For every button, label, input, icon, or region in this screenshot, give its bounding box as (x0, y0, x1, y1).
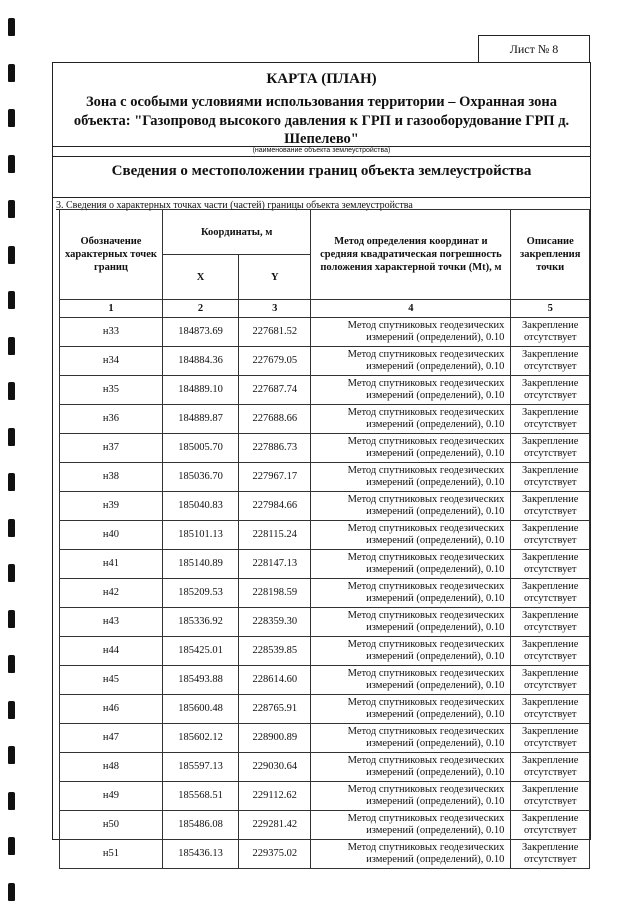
y-cell: 227687.74 (239, 376, 311, 405)
desc-cell: Закрепление отсутствует (511, 753, 590, 782)
y-cell: 228900.89 (239, 724, 311, 753)
x-cell: 185140.89 (162, 550, 238, 579)
desc-cell: Закрепление отсутствует (511, 521, 590, 550)
table-row (60, 550, 590, 579)
x-cell: 185436.13 (162, 840, 238, 869)
header-point: Обозначение характерных точек границ (60, 210, 163, 300)
y-cell: 227679.05 (239, 347, 311, 376)
desc-cell: Закрепление отсутствует (511, 666, 590, 695)
table-row (60, 840, 590, 869)
method-cell: Метод спутниковых геодезических измерений (определений), 0.10 (311, 405, 511, 434)
desc-cell: Закрепление отсутствует (511, 318, 590, 347)
table-row (60, 579, 590, 608)
binding-hole-mark (8, 610, 15, 628)
col-number: 3 (239, 300, 311, 318)
object-caption: (наименование объекта землеустройства) (252, 147, 391, 154)
binding-hole-mark (8, 155, 15, 173)
point-cell: н45 (60, 666, 163, 695)
point-cell: н44 (60, 637, 163, 666)
table-row (60, 492, 590, 521)
point-cell: н43 (60, 608, 163, 637)
binding-hole-mark (8, 291, 15, 309)
points-table (59, 209, 590, 869)
desc-cell: Закрепление отсутствует (511, 347, 590, 376)
document-frame (52, 62, 591, 865)
method-cell: Метод спутниковых геодезических измерений (определений), 0.10 (311, 811, 511, 840)
point-cell: н37 (60, 434, 163, 463)
binding-hole-mark (8, 337, 15, 355)
y-cell: 229375.02 (239, 840, 311, 869)
method-cell: Метод спутниковых геодезических измерений (определений), 0.10 (311, 782, 511, 811)
desc-cell: Закрепление отсутствует (511, 463, 590, 492)
method-cell: Метод спутниковых геодезических измерений (определений), 0.10 (311, 492, 511, 521)
table-row (60, 463, 590, 492)
method-cell: Метод спутниковых геодезических измерений (определений), 0.10 (311, 318, 511, 347)
binding-hole-mark (8, 18, 15, 36)
desc-cell: Закрепление отсутствует (511, 492, 590, 521)
method-cell: Метод спутниковых геодезических измерений (определений), 0.10 (311, 347, 511, 376)
method-cell: Метод спутниковых геодезических измерений (определений), 0.10 (311, 753, 511, 782)
binding-hole-mark (8, 564, 15, 582)
x-cell: 185101.13 (162, 521, 238, 550)
binding-hole-mark (8, 837, 15, 855)
x-cell: 185036.70 (162, 463, 238, 492)
binding-hole-mark (8, 792, 15, 810)
y-cell: 228765.91 (239, 695, 311, 724)
x-cell: 185209.53 (162, 579, 238, 608)
method-cell: Метод спутниковых геодезических измерений (определений), 0.10 (311, 463, 511, 492)
y-cell: 229281.42 (239, 811, 311, 840)
x-cell: 184884.36 (162, 347, 238, 376)
binding-hole-mark (8, 701, 15, 719)
header-desc: Описание закрепления точки (511, 210, 590, 300)
point-cell: н38 (60, 463, 163, 492)
y-cell: 228147.13 (239, 550, 311, 579)
table-row (60, 782, 590, 811)
method-cell: Метод спутниковых геодезических измерений (определений), 0.10 (311, 550, 511, 579)
point-cell: н36 (60, 405, 163, 434)
desc-cell: Закрепление отсутствует (511, 637, 590, 666)
header-y: Y (239, 255, 311, 300)
x-cell: 185425.01 (162, 637, 238, 666)
x-cell: 185597.13 (162, 753, 238, 782)
binding-hole-mark (8, 519, 15, 537)
y-cell: 227681.52 (239, 318, 311, 347)
desc-cell: Закрепление отсутствует (511, 405, 590, 434)
desc-cell: Закрепление отсутствует (511, 376, 590, 405)
header-method: Метод определения координат и средняя квадратическая погрешность положения характерной точки (Mt), м (311, 210, 511, 300)
point-cell: н40 (60, 521, 163, 550)
table-row (60, 376, 590, 405)
desc-cell: Закрепление отсутствует (511, 724, 590, 753)
y-cell: 227967.17 (239, 463, 311, 492)
point-cell: н50 (60, 811, 163, 840)
point-cell: н34 (60, 347, 163, 376)
point-cell: н51 (60, 840, 163, 869)
point-cell: н46 (60, 695, 163, 724)
y-cell: 228539.85 (239, 637, 311, 666)
method-cell: Метод спутниковых геодезических измерений (определений), 0.10 (311, 521, 511, 550)
binding-hole-mark (8, 473, 15, 491)
binding-hole-mark (8, 382, 15, 400)
binding-hole-mark (8, 883, 15, 901)
table-row (60, 434, 590, 463)
binding-hole-mark (8, 746, 15, 764)
binding-hole-mark (8, 246, 15, 264)
divider (53, 156, 590, 157)
table-row (60, 608, 590, 637)
col-number: 1 (60, 300, 163, 318)
binding-hole-mark (8, 109, 15, 127)
binding-hole-mark (8, 428, 15, 446)
point-cell: н47 (60, 724, 163, 753)
x-cell: 185040.83 (162, 492, 238, 521)
x-cell: 185486.08 (162, 811, 238, 840)
point-cell: н42 (60, 579, 163, 608)
table-row (60, 666, 590, 695)
desc-cell: Закрепление отсутствует (511, 811, 590, 840)
point-cell: н33 (60, 318, 163, 347)
desc-cell: Закрепление отсутствует (511, 434, 590, 463)
method-cell: Метод спутниковых геодезических измерений (определений), 0.10 (311, 666, 511, 695)
method-cell: Метод спутниковых геодезических измерений (определений), 0.10 (311, 608, 511, 637)
binding-hole-mark (8, 655, 15, 673)
table-row (60, 753, 590, 782)
x-cell: 185602.12 (162, 724, 238, 753)
col-number: 5 (511, 300, 590, 318)
col-number: 4 (311, 300, 511, 318)
table-row (60, 521, 590, 550)
y-cell: 227688.66 (239, 405, 311, 434)
table-row (60, 695, 590, 724)
x-cell: 184873.69 (162, 318, 238, 347)
table-row (60, 811, 590, 840)
table-row (60, 347, 590, 376)
y-cell: 228614.60 (239, 666, 311, 695)
y-cell: 229112.62 (239, 782, 311, 811)
binding-hole-mark (8, 200, 15, 218)
col-number: 2 (162, 300, 238, 318)
method-cell: Метод спутниковых геодезических измерений (определений), 0.10 (311, 376, 511, 405)
point-cell: н49 (60, 782, 163, 811)
section-title: Сведения о местоположении границ объекта землеустройства (111, 163, 532, 179)
x-cell: 185336.92 (162, 608, 238, 637)
x-cell: 185568.51 (162, 782, 238, 811)
document-title: КАРТА (ПЛАН) (266, 71, 377, 87)
y-cell: 227984.66 (239, 492, 311, 521)
divider (53, 197, 590, 198)
header-coords: Координаты, м (162, 210, 310, 255)
x-cell: 184889.10 (162, 376, 238, 405)
y-cell: 228198.59 (239, 579, 311, 608)
header-x: X (162, 255, 238, 300)
desc-cell: Закрепление отсутствует (511, 608, 590, 637)
method-cell: Метод спутниковых геодезических измерений (определений), 0.10 (311, 434, 511, 463)
x-cell: 185493.88 (162, 666, 238, 695)
y-cell: 228115.24 (239, 521, 311, 550)
y-cell: 229030.64 (239, 753, 311, 782)
method-cell: Метод спутниковых геодезических измерений (определений), 0.10 (311, 724, 511, 753)
document-subtitle: Зона с особыми условиями использования территории – Охранная зона объекта: "Газопровод высокого давления к ГРП и газооборудование ГРП д. Шепелево" (73, 94, 570, 147)
method-cell: Метод спутниковых геодезических измерений (определений), 0.10 (311, 637, 511, 666)
sheet-number: Лист № 8 (478, 35, 590, 63)
desc-cell: Закрепление отсутствует (511, 840, 590, 869)
desc-cell: Закрепление отсутствует (511, 695, 590, 724)
subsection-title: 3. Сведения о характерных точках части (частей) границы объекта землеустройства (56, 200, 413, 211)
method-cell: Метод спутниковых геодезических измерений (определений), 0.10 (311, 840, 511, 869)
x-cell: 184889.87 (162, 405, 238, 434)
table-row (60, 318, 590, 347)
point-cell: н41 (60, 550, 163, 579)
x-cell: 185600.48 (162, 695, 238, 724)
x-cell: 185005.70 (162, 434, 238, 463)
desc-cell: Закрепление отсутствует (511, 550, 590, 579)
table-row (60, 637, 590, 666)
desc-cell: Закрепление отсутствует (511, 579, 590, 608)
table-row (60, 405, 590, 434)
desc-cell: Закрепление отсутствует (511, 782, 590, 811)
y-cell: 227886.73 (239, 434, 311, 463)
y-cell: 228359.30 (239, 608, 311, 637)
method-cell: Метод спутниковых геодезических измерений (определений), 0.10 (311, 579, 511, 608)
binding-hole-mark (8, 64, 15, 82)
point-cell: н39 (60, 492, 163, 521)
method-cell: Метод спутниковых геодезических измерений (определений), 0.10 (311, 695, 511, 724)
point-cell: н48 (60, 753, 163, 782)
point-cell: н35 (60, 376, 163, 405)
table-row (60, 724, 590, 753)
